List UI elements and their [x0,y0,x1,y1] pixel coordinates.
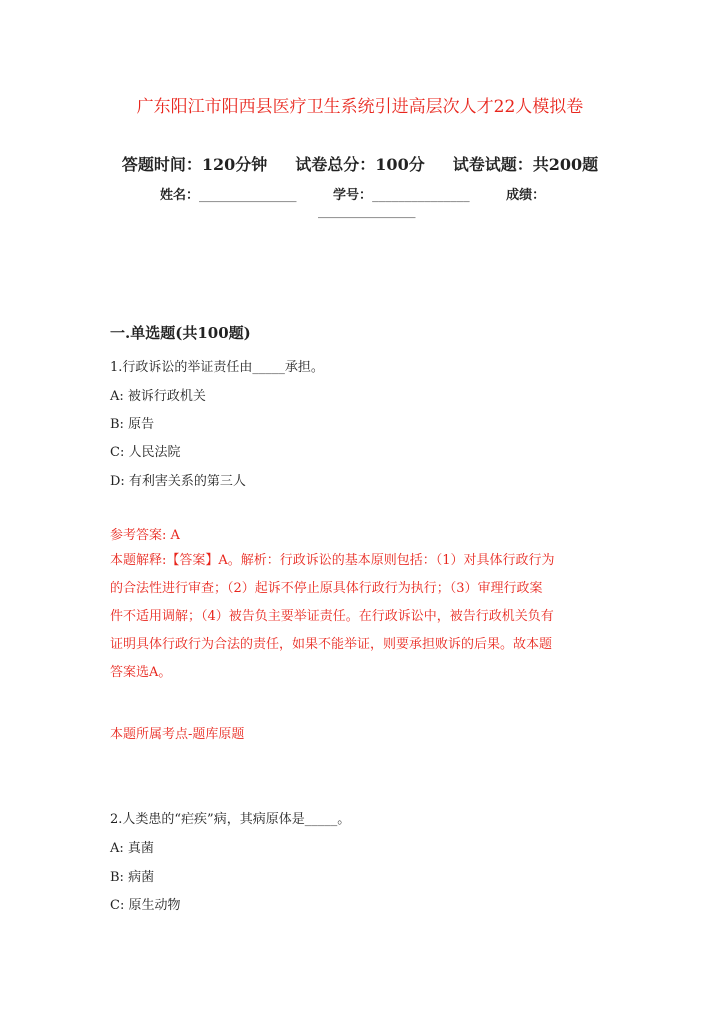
question-1-answer: 参考答案: A [110,528,180,543]
score-label: 成绩： [506,188,546,203]
question-2-option-b: B: 病菌 [110,870,155,885]
student-info [160,184,577,203]
explanation-line: 本题解释:【答案】A。解析：行政诉讼的基本原则包括：（1）对具体行政行为 [110,553,555,568]
explanation-line: 的合法性进行审查；（2）起诉不停止原具体行政行为执行；（3）审理行政案 [110,581,543,596]
name-label: 姓名： [160,188,200,203]
question-1-option-a: A: 被诉行政机关 [110,389,206,404]
question-1-explanation [110,547,640,687]
exam-total-score: 试卷总分：100分 [295,155,425,174]
section-title: 一.单选题(共100题) [110,324,251,342]
exam-title: 广东阳江市阳西县医疗卫生系统引进高层次人才22人模拟卷 [136,97,584,117]
exam-meta [0,152,720,175]
id-blank: _______________ [372,188,470,203]
question-1-option-c: C: 人民法院 [110,445,181,460]
exam-time: 答题时间：120分钟 [121,155,268,174]
question-2-option-a: A: 真菌 [110,841,154,856]
explanation-line: 答案选A。 [110,665,172,680]
question-2-stem: 2.人类患的“疟疾”病，其病原体是_____。 [110,812,351,827]
name-blank: _______________ [199,188,297,203]
score-blank: _______________ [318,204,416,219]
question-1-option-b: B: 原告 [110,417,155,432]
explanation-line: 件不适用调解；（4）被告负主要举证责任。在行政诉讼中，被告行政机关负有 [110,609,554,624]
id-label: 学号： [333,188,373,203]
explanation-line: 证明具体行政行为合法的责任，如果不能举证，则要承担败诉的后果。故本题 [110,637,553,652]
question-2-option-c: C: 原生动物 [110,898,181,913]
question-1-stem: 1.行政诉讼的举证责任由_____承担。 [110,360,324,375]
exam-total-questions: 试卷试题：共200题 [452,155,599,174]
question-1-option-d: D: 有利害关系的第三人 [110,474,246,489]
question-1-source: 本题所属考点-题库原题 [110,727,245,742]
